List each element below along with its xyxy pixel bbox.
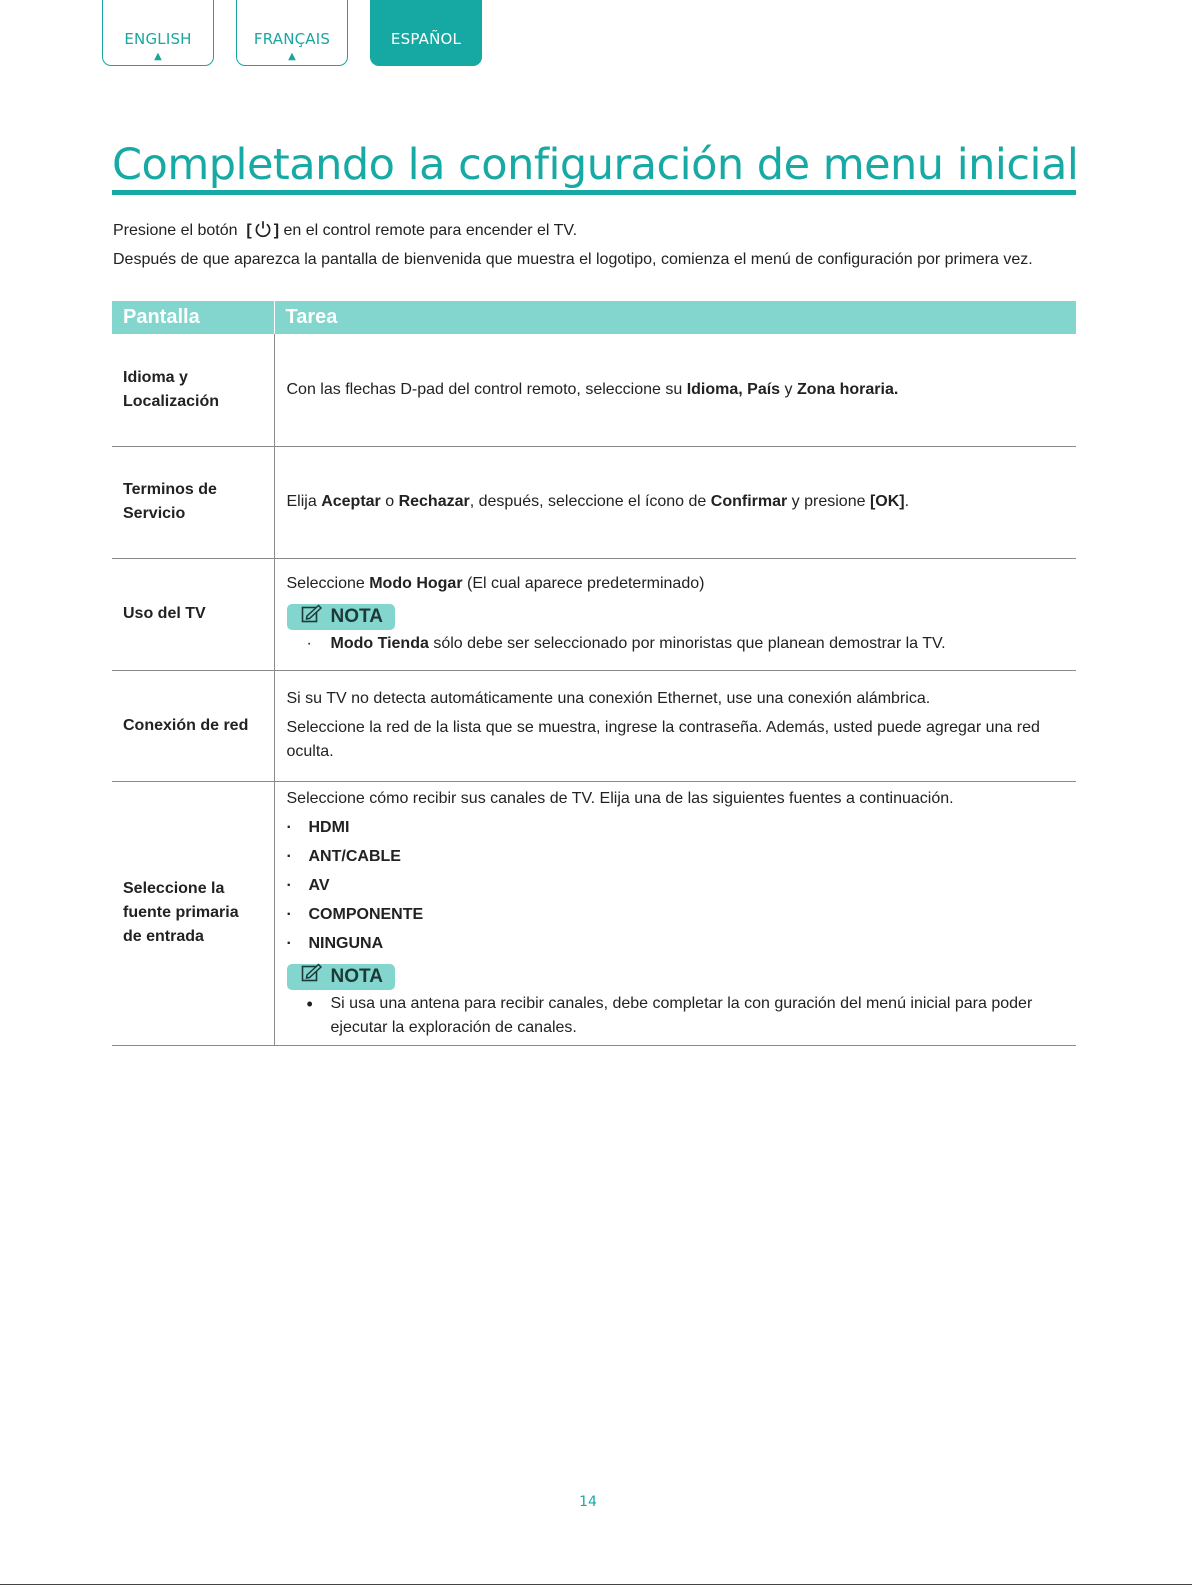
task-text: Elija bbox=[286, 493, 322, 510]
task-paragraph: Seleccione la red de la lista que se muestra, ingrese la contraseña. Además, usted puede agregar una red oculta. bbox=[286, 719, 1040, 760]
table-row bbox=[112, 446, 1076, 558]
screen-name-line: Idioma y bbox=[123, 368, 188, 386]
note-bold: Modo Tienda bbox=[330, 635, 429, 652]
task-bold: Idioma, País bbox=[686, 380, 781, 398]
intro-welcome-text: Después de que aparezca la pantalla de bienvenida que muestra el logotipo, comienza el menú de configuración por primera vez. bbox=[113, 251, 1033, 268]
screen-name-line: Servicio bbox=[123, 505, 186, 522]
note-list bbox=[287, 632, 1072, 656]
header-pantalla: Pantalla bbox=[112, 301, 274, 334]
triangle-up-icon: ▲ bbox=[288, 51, 296, 62]
edit-note-icon bbox=[301, 963, 323, 990]
table-row bbox=[112, 781, 1076, 1045]
page-title: Completando la configuración de menu inicial bbox=[112, 140, 1079, 190]
task-cell bbox=[274, 781, 1076, 1045]
note-item: • Si usa una antena para recibir canales, debe completar la con guración del menú inicial para poder ejecutar la exploración de canales. bbox=[306, 993, 1033, 1036]
task-bold: Aceptar bbox=[321, 493, 381, 510]
triangle-up-icon: ▲ bbox=[154, 51, 162, 62]
note-badge bbox=[287, 964, 395, 990]
intro-power-instruction bbox=[113, 219, 1076, 246]
task-bold: Confirmar bbox=[710, 493, 788, 510]
note-label: NOTA bbox=[330, 965, 383, 987]
task-bold: Rechazar bbox=[398, 493, 470, 510]
screen-cell bbox=[112, 781, 274, 1045]
task-text: o bbox=[380, 493, 399, 510]
note-text: sólo debe ser seleccionado por minoristas que planean demostrar la TV. bbox=[428, 635, 946, 652]
task-bold: Zona horaria. bbox=[796, 380, 899, 398]
option-componente: · COMPONENTE bbox=[287, 903, 1072, 927]
option-ant-cable: · ANT/CABLE bbox=[287, 845, 1072, 869]
bracket-open: [ bbox=[246, 222, 252, 239]
task-cell bbox=[274, 334, 1076, 446]
header-tarea: Tarea bbox=[274, 301, 1076, 334]
task-cell bbox=[274, 670, 1076, 781]
screen-name-line: Seleccione la bbox=[123, 880, 225, 897]
tab-english[interactable] bbox=[102, 0, 214, 66]
task-cell bbox=[274, 558, 1076, 670]
screen-name-line: Terminos de bbox=[123, 481, 217, 498]
task-text: Con las flechas D-pad del control remoto, seleccione su bbox=[286, 380, 687, 398]
task-paragraph bbox=[287, 572, 1072, 596]
task-cell bbox=[274, 446, 1076, 558]
screen-name-line: Localización bbox=[123, 392, 220, 410]
screen-cell bbox=[112, 446, 274, 558]
screen-name-line: de entrada bbox=[123, 928, 204, 945]
task-text: y presione bbox=[787, 493, 870, 510]
note-text: Si usa una antena para recibir canales, debe completar la con guración del menú inicial para poder ejecutar la exploración de canales. bbox=[330, 994, 1033, 1036]
option-av: · AV bbox=[287, 874, 1072, 898]
task-paragraph: Seleccione cómo recibir sus canales de TV. Elija una de las siguientes fuentes a continuación. bbox=[286, 789, 954, 807]
tab-francais[interactable] bbox=[236, 0, 348, 66]
table-row bbox=[112, 334, 1076, 446]
task-bold: [OK] bbox=[869, 493, 905, 510]
option-hdmi: · HDMI bbox=[287, 816, 1072, 840]
option-ninguna: · NINGUNA bbox=[287, 932, 1072, 956]
tab-english-label: ENGLISH bbox=[124, 30, 192, 48]
bracket-close: ] bbox=[273, 222, 280, 239]
edit-note-icon bbox=[301, 604, 323, 631]
note-badge bbox=[287, 604, 395, 630]
tab-francais-label: FRANÇAIS bbox=[253, 30, 331, 48]
intro-text-before: Presione el botón bbox=[113, 222, 238, 239]
title-underline bbox=[112, 190, 1076, 195]
tab-espanol[interactable] bbox=[370, 0, 482, 66]
task-text: y bbox=[780, 380, 797, 398]
note-list bbox=[287, 992, 1072, 1040]
table-row bbox=[112, 670, 1076, 781]
power-icon bbox=[254, 220, 272, 246]
page-number: 14 bbox=[579, 1494, 597, 1510]
task-text: (El cual aparece predeterminado) bbox=[462, 575, 705, 592]
screen-cell: Uso del TV bbox=[112, 558, 274, 670]
table-header-row bbox=[112, 301, 1076, 334]
tab-espanol-label: ESPAÑOL bbox=[390, 30, 462, 48]
task-bold: Modo Hogar bbox=[369, 575, 463, 592]
bottom-border bbox=[0, 1584, 1192, 1585]
note-item: · Modo Tienda sólo debe ser seleccionado por minoristas que planean demostrar la TV. bbox=[306, 635, 946, 652]
setup-table bbox=[112, 301, 1076, 1046]
intro-text-after: en el control remote para encender el TV. bbox=[279, 222, 578, 239]
screen-cell bbox=[112, 334, 274, 446]
task-text: Seleccione bbox=[286, 575, 370, 592]
source-options-list bbox=[287, 816, 1072, 956]
task-paragraph: Si su TV no detecta automáticamente una conexión Ethernet, use una conexión alámbrica. bbox=[286, 690, 931, 707]
task-text: , después, seleccione el ícono de bbox=[469, 493, 711, 510]
table-row bbox=[112, 558, 1076, 670]
note-label: NOTA bbox=[330, 606, 383, 627]
screen-name-line: fuente primaria bbox=[123, 904, 239, 921]
task-text: . bbox=[904, 493, 910, 510]
screen-cell: Conexión de red bbox=[112, 670, 274, 781]
